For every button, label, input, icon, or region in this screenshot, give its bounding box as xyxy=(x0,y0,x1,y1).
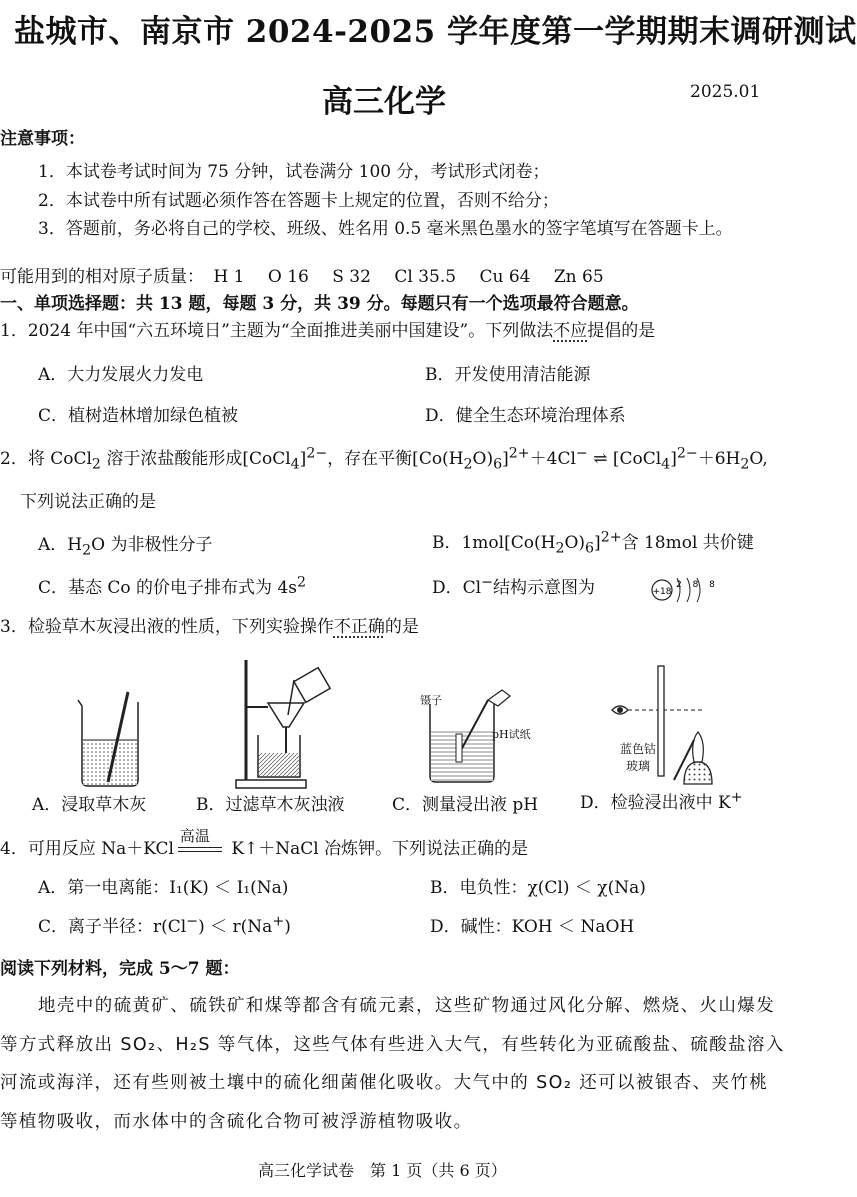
q4-stem xyxy=(0,827,529,859)
q4-c-sup-1: − xyxy=(186,913,199,930)
atomic-mass-h: H 1 xyxy=(213,267,245,287)
q3-stem-b: 的是 xyxy=(384,617,419,637)
q2-option-b: B．$1mol[Co(H_2O)_6]^{2+}$含 18mol 共价键 xyxy=(432,529,754,557)
q2-a-text: A．H xyxy=(38,535,83,555)
q4-option-d: D．碱性：KOH ＜ NaOH xyxy=(430,917,635,937)
q2-stem-line2: 下列说法正确的是 xyxy=(20,492,156,512)
q1-stem-b: 提倡的是 xyxy=(587,321,656,341)
q4-c-sup-2: + xyxy=(272,913,285,930)
q2-d-text: D．Cl xyxy=(432,578,482,598)
figure-a-beaker-stirring xyxy=(70,690,150,790)
q2-b-sup: 2+ xyxy=(600,529,622,546)
notice-heading: 注意事项： xyxy=(0,129,85,149)
label-cobalt-glass-1: 蓝色钴 xyxy=(620,742,657,756)
atomic-mass-line xyxy=(0,262,622,287)
reading-line-1: 地壳中的硫黄矿、硫铁矿和煤等都含有硫元素，这些矿物通过风化分解、燃烧、火山爆发 xyxy=(38,996,776,1016)
q2-sub: 4 xyxy=(661,456,671,473)
q2-option-d xyxy=(432,573,595,598)
section-heading: 一、单项选择题：共 13 题，每题 3 分，共 39 分。每题只有一个选项最符合题意。 xyxy=(0,294,639,314)
q4-c-text-2: ) ＜ r(Na xyxy=(198,917,273,937)
hand-icon xyxy=(488,690,510,706)
stand-base xyxy=(236,780,306,788)
q1-option-c: C．植树造林增加绿色植被 xyxy=(38,406,239,426)
label-tweezers: 镊子 xyxy=(420,694,442,707)
q2-b-text: B．1mol[Co(H xyxy=(432,533,556,553)
exam-title: 盐城市、南京市 2024-2025 学年度第一学期期末调研测试 xyxy=(14,14,857,50)
q2-sup: − xyxy=(575,445,588,462)
figure-d-flame-test xyxy=(602,662,732,787)
nucleus-charge: +18 xyxy=(652,587,672,597)
reaction-condition xyxy=(174,827,226,859)
exam-date: 2025.01 xyxy=(690,82,761,102)
figure-b-filtration-setup xyxy=(228,655,348,790)
q3-option-a: A．浸取草木灰 xyxy=(32,795,147,815)
eye-pupil xyxy=(617,707,623,713)
reaction-equals-sign xyxy=(178,847,222,852)
notice-item-1: 1．本试卷考试时间为 75 分钟，试卷满分 100 分，考试形式闭卷； xyxy=(38,162,550,182)
label-cobalt-glass-2: 玻璃 xyxy=(626,759,651,773)
q4-option-b: B．电负性：χ(Cl) ＜ χ(Na) xyxy=(430,878,646,898)
q2-text-5: ＋4Cl xyxy=(529,449,576,469)
q1-stem-emphasis: 不应 xyxy=(553,321,588,341)
q3-option-c: C．测量浸出液 pH xyxy=(392,795,539,815)
reading-line-4: 等植物吸收，而水体中的含硫化合物可被浮游植物吸收。 xyxy=(0,1112,473,1132)
q4-option-a: A．第一电离能：I₁(K) ＜ I₁(Na) xyxy=(38,878,289,898)
q3-stem xyxy=(0,612,419,637)
q1-stem xyxy=(0,316,655,341)
q2-c-sup: 2 xyxy=(297,574,307,591)
q2-option-c xyxy=(38,573,306,598)
q1-stem-a: 1．2024 年中国“六五环境日”主题为“全面推进美丽中国建设”。下列做法 xyxy=(0,321,554,341)
q2-b-text-3: 含 18mol 共价键 xyxy=(621,533,754,553)
q2-text-1: 2．将 CoCl xyxy=(0,449,92,469)
atomic-mass-cu: Cu 64 xyxy=(479,267,531,287)
reaction-condition-text: 高温 xyxy=(179,827,210,845)
notice-item-2: 2．本试卷中所有试题必须作答在答题卡上规定的位置，否则不给分； xyxy=(38,191,559,211)
q2-sub: 6 xyxy=(493,456,503,473)
q3-d-text: D．检验浸出液中 K xyxy=(580,793,731,813)
pouring-beaker xyxy=(294,668,330,703)
q2-text-2: 溶于浓盐酸能形成[CoCl xyxy=(100,449,291,469)
atomic-mass-zn: Zn 65 xyxy=(553,267,604,287)
q2-text-3: ，存在平衡[Co(H xyxy=(327,449,464,469)
q2-text-7: ＋6H xyxy=(697,449,741,469)
q2-b-sub-6: 6 xyxy=(585,540,595,557)
q4-option-c xyxy=(38,912,291,937)
q4-stem-a: 4．可用反应 Na＋KCl xyxy=(0,839,174,859)
shell-electrons: 2 8 8 xyxy=(676,580,719,590)
q2-b-text-2: O) xyxy=(564,533,586,553)
cl-ion-structure-diagram xyxy=(650,572,719,608)
q2-sub: 2 xyxy=(463,456,473,473)
atomic-mass-cl: Cl 35.5 xyxy=(394,267,457,287)
cobalt-glass xyxy=(658,666,664,776)
atomic-mass-label: 可能用到的相对原子质量： xyxy=(0,267,204,287)
ph-paper-strip xyxy=(456,734,462,762)
q2-a-sub: 2 xyxy=(82,542,92,559)
label-ph-paper: pH试纸 xyxy=(492,728,531,741)
q1-option-b: B．开发使用清洁能源 xyxy=(425,365,591,385)
q2-sup: 2− xyxy=(676,445,698,462)
q3-option-b: B．过滤草木灰浊液 xyxy=(196,795,345,815)
q2-sub: 2 xyxy=(740,456,750,473)
q2-d-text-2: 结构示意图为 xyxy=(492,578,595,598)
q4-stem-b: K↑＋NaCl 冶炼钾。下列说法正确的是 xyxy=(225,839,529,859)
q2-text-4: O) xyxy=(472,449,494,469)
reading-line-2: 等方式释放出 SO₂、H₂S 等气体，这些气体有些进入大气，有些转化为亚硫酸盐、硫酸盐溶入 xyxy=(0,1035,785,1055)
reading-heading: 阅读下列材料，完成 5～7 题： xyxy=(0,959,240,979)
q3-d-sup: + xyxy=(730,789,743,806)
q3-option-d xyxy=(580,788,743,813)
q1-option-d: D．健全生态环境治理体系 xyxy=(425,406,626,426)
q2-sub: 4 xyxy=(290,456,300,473)
q2-sup: 2+ xyxy=(508,445,530,462)
q2-a-text-2: O 为非极性分子 xyxy=(91,535,213,555)
page-footer: 高三化学试卷 第 1 页（共 6 页） xyxy=(258,1161,507,1180)
q4-c-text-3: ) xyxy=(284,917,291,937)
q2-stem-line1: 2．将 CoCl$_2$ 溶于浓盐酸能形成[CoCl$_4$]$^{2-}$，存在平衡$[Co(H_2O)_6]^{2+}+4Cl^-$ ⇌ $[CoCl_4]^{2-}+6H_2O$, xyxy=(0,445,768,473)
q2-sup: 2− xyxy=(306,445,328,462)
glass-rod xyxy=(288,680,294,715)
atomic-mass-s: S 32 xyxy=(332,267,371,287)
q3-stem-emphasis: 不正确 xyxy=(333,617,385,637)
q2-option-a xyxy=(38,530,212,558)
q3-stem-a: 3．检验草木灰浸出液的性质，下列实验操作 xyxy=(0,617,334,637)
atomic-mass-o: O 16 xyxy=(267,267,309,287)
q4-c-text: C．离子半径：r(Cl xyxy=(38,917,187,937)
q2-d-sup: − xyxy=(481,574,493,591)
filtrate-liquid xyxy=(259,753,299,776)
reading-line-3: 河流或海洋，还有些则被土壤中的硫化细菌催化吸收。大气中的 SO₂ 还可以被银杏、夹竹桃 xyxy=(0,1073,769,1093)
notice-item-3: 3．答题前，务必将自己的学校、班级、姓名用 0.5 毫米黑色墨水的签字笔填写在答题卡上。 xyxy=(38,219,733,239)
q2-c-text: C．基态 Co 的价电子排布式为 4s xyxy=(38,578,298,598)
funnel-cone xyxy=(268,703,304,727)
q2-sub: 2 xyxy=(91,456,101,473)
flame-icon xyxy=(693,732,704,762)
q2-text-8: O, xyxy=(749,449,768,469)
exam-subject: 高三化学 xyxy=(322,84,446,120)
q2-b-sub: 2 xyxy=(555,540,565,557)
q1-option-a: A．大力发展火力发电 xyxy=(38,365,204,385)
alcohol-lamp xyxy=(684,762,712,784)
q2-text-6: ⇌ [CoCl xyxy=(587,449,662,469)
